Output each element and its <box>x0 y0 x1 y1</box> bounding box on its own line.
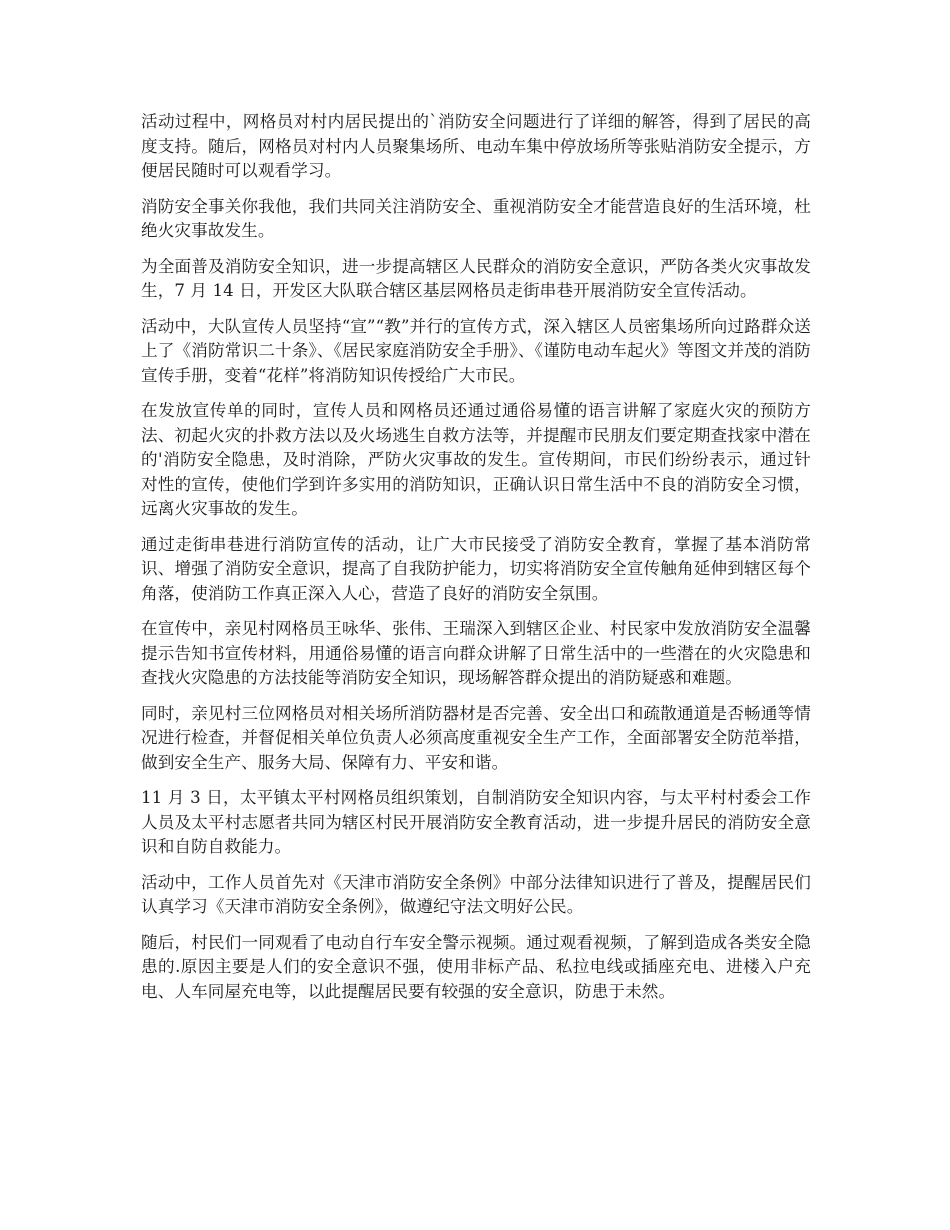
paragraph-3: 为全面普及消防安全知识，进一步提高辖区人民群众的消防安全意识，严防各类火灾事故发生，7 月 14 日，开发区大队联合辖区基层网格员走街串巷开展消防安全宣传活动。 <box>141 256 811 300</box>
paragraph-7: 在宣传中，亲见村网格员王咏华、张伟、王瑞深入到辖区企业、村民家中发放消防安全温馨提示告知书宣传材料，用通俗易懂的语言向群众讲解了日常生活中的一些潜在的火灾隐患和查找火灾隐患的方法技能等消防安全知识，现场解答群众提出的消防疑惑和难题。 <box>141 619 811 687</box>
paragraph-10: 活动中，工作人员首先对《天津市消防安全条例》中部分法律知识进行了普及，提醒居民们认真学习《天津市消防安全条例》，做遵纪守法文明好公民。 <box>141 872 811 916</box>
paragraph-1: 活动过程中，网格员对村内居民提出的`消防安全问题进行了详细的解答，得到了居民的高度支持。随后，网格员对村内人员聚集场所、电动车集中停放场所等张贴消防安全提示，方便居民随时可以观看学习。 <box>141 112 811 180</box>
paragraph-6: 通过走街串巷进行消防宣传的活动，让广大市民接受了消防安全教育，掌握了基本消防常识、增强了消防安全意识，提高了自我防护能力，切实将消防安全宣传触角延伸到辖区每个角落，使消防工作真正深入人心，营造了良好的消防安全氛围。 <box>141 534 811 603</box>
paragraph-5: 在发放宣传单的同时，宣传人员和网格员还通过通俗易懂的语言讲解了家庭火灾的预防方法、初起火灾的扑救方法以及火场逃生自救方法等，并提醒市民朋友们要定期查找家中潜在的'消防安全隐患，及时消除，严防火灾事故的发生。宣传期间，市民们纷纷表示，通过针对性的宣传，使他们学到许多实用的消防知识，正确认识日常生活中不良的消防安全习惯，远离火灾事故的发生。 <box>141 401 811 518</box>
paragraph-2: 消防安全事关你我他，我们共同关注消防安全、重视消防安全才能营造良好的生活环境，杜绝火灾事故发生。 <box>141 196 811 240</box>
paragraph-8: 同时，亲见村三位网格员对相关场所消防器材是否完善、安全出口和疏散通道是否畅通等情况进行检查，并督促相关单位负责人必须高度重视安全生产工作，全面部署安全防范举措，做到安全生产、服务大局、保障有力、平安和谐。 <box>141 703 811 772</box>
paragraph-11: 随后，村民们一同观看了电动自行车安全警示视频。通过观看视频，了解到造成各类安全隐患的.原因主要是人们的安全意识不强，使用非标产品、私拉电线或插座充电、进楼入户充电、人车同屋充电等，以此提醒居民要有较强的安全意识，防患于未然。 <box>141 932 811 1001</box>
paragraph-4: 活动中，大队宣传人员坚持“宣”“教”并行的宣传方式，深入辖区人员密集场所向过路群众送上了《消防常识二十条》、《居民家庭消防安全手册》、《谨防电动车起火》等图文并茂的消防宣传手册，变着“花样”将消防知识传授给广大市民。 <box>141 316 811 385</box>
paragraph-9: 11 月 3 日，太平镇太平村网格员组织策划，自制消防安全知识内容，与太平村村委会工作人员及太平村志愿者共同为辖区村民开展消防安全教育活动，进一步提升居民的消防安全意识和自防自救能力。 <box>141 788 811 856</box>
document-body <box>141 110 811 1015</box>
